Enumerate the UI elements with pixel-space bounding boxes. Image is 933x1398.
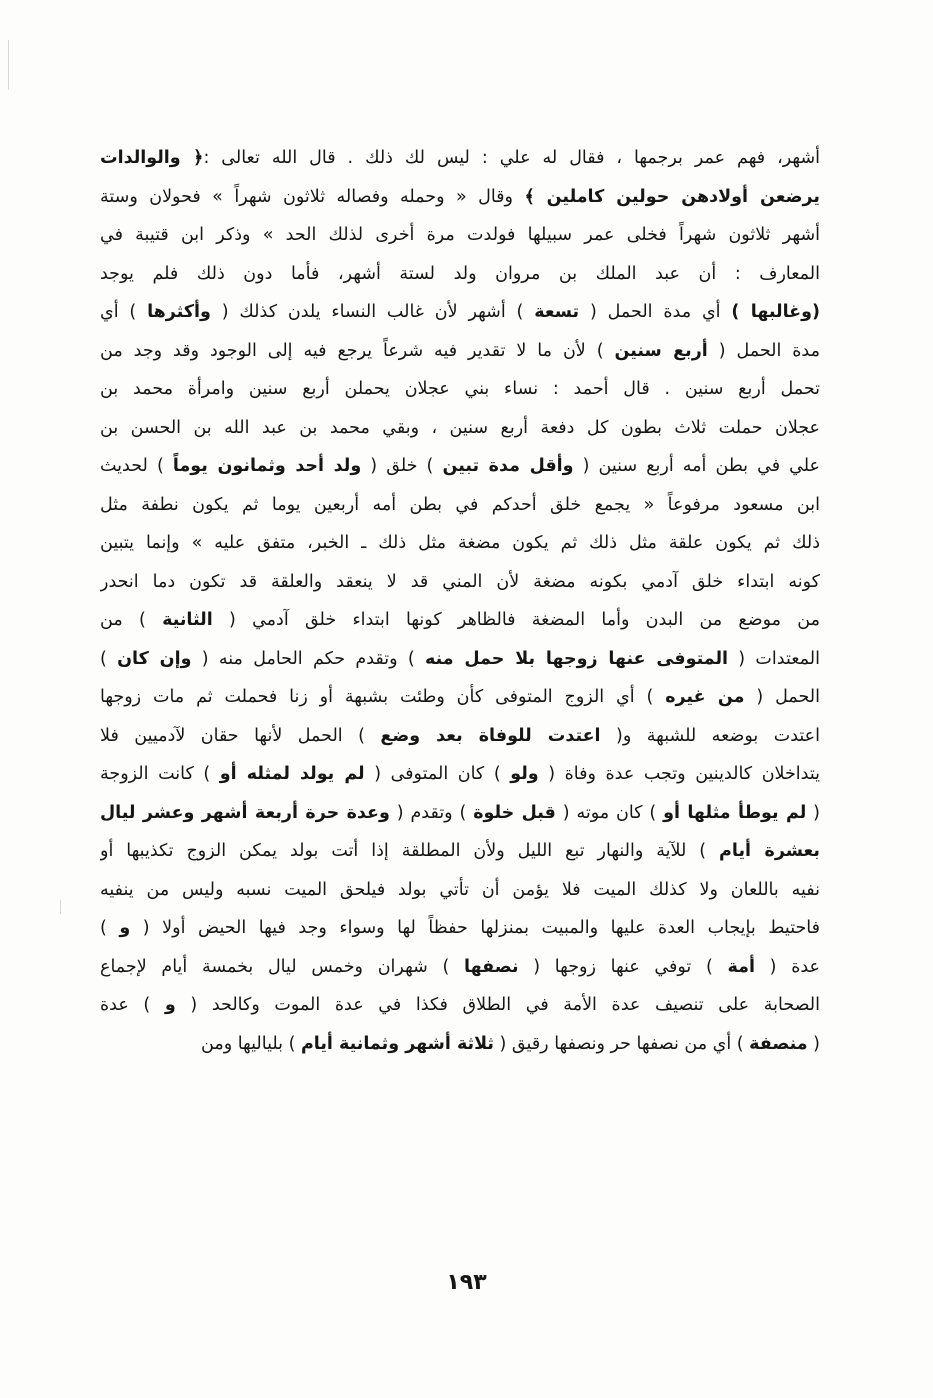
commentary-text: ( (806, 802, 820, 823)
bold-matn-text: تسعة (534, 302, 580, 322)
commentary-text: كونه ابتداء خلق آدمي بكونه مضغة لأن المني قد لا ينعقد والعلقة قد تكون دما انحدر (100, 571, 820, 592)
commentary-text: ) من (100, 610, 163, 630)
bold-matn-text: لم يولد لمثله أو (219, 764, 365, 784)
bold-matn-text: و (119, 918, 131, 938)
text-line (100, 794, 820, 833)
bold-matn-text: المتوفى عنها زوجها بلا حمل منه (424, 648, 729, 669)
bold-matn-text: وأكثرها (147, 302, 211, 322)
commentary-text: ) توفي عنها زوجها ( (518, 956, 728, 977)
commentary-text: تحمل أربع سنين . قال أحمد : نساء بني عجلان يحملن أربع سنين وامرأة محمد بن (100, 379, 820, 399)
bold-matn-text: من غيره (665, 687, 745, 707)
bold-matn-text: أمة (727, 956, 755, 977)
text-line (100, 524, 820, 563)
bold-matn-text: وأقل مدة تبين (442, 456, 574, 476)
commentary-text: أشهر ثلاثون شهراً فخلى عمر سبيلها فولدت مرة أخرى لذلك الحد » وذكر ابن قتيبة في (100, 225, 820, 245)
text-line (100, 948, 820, 987)
bold-matn-text: منصفة (749, 1033, 808, 1054)
commentary-text: مدة الحمل ( (707, 340, 820, 361)
commentary-text: وقال « وحمله وفصاله ثلاثون شهراً » فحولان وستة (100, 186, 525, 207)
commentary-text: ) أي (100, 302, 148, 322)
text-line (100, 255, 820, 294)
commentary-text: عدة ( (754, 956, 820, 977)
bold-matn-text: وإن كان (117, 648, 192, 669)
commentary-text: ) الحمل لأنها حقان لآدميين فلا (100, 725, 381, 746)
body-text (100, 139, 820, 1063)
commentary-text: من موضع من البدن وأما المضغة فالظاهر كونها ابتداء خلق آدمي ( (212, 610, 820, 630)
commentary-text: الحمل ( (744, 687, 820, 707)
commentary-text: ابن مسعود مرفوعاً « يجمع خلق أحدكم في بطن أمه أربعين يوما ثم يكون نطفة مثل (100, 494, 820, 515)
commentary-text: ) عدة (100, 995, 165, 1015)
bold-matn-text: الثانية (162, 610, 213, 630)
bold-matn-text: ﴿ والوالدات (100, 148, 204, 168)
text-line (100, 409, 820, 448)
commentary-text: أشهر، فهم عمر برجمها ، فقال له علي : ليس لك ذلك . قال الله تعالى : (203, 148, 820, 168)
text-line (100, 563, 820, 602)
commentary-text: ) أي الزوج المتوفى كأن وطئت بشبهة أو زنا فحملت ثم مات زوجها (100, 687, 666, 707)
page-number: ١٩٣ (446, 1270, 487, 1295)
commentary-text: ) خلق ( (361, 456, 443, 476)
text-line (100, 640, 820, 679)
commentary-text: ) لأن ما لا تقدير فيه شرعاً يرجع فيه إلى الوجود وقد وجد من (100, 340, 615, 361)
bold-matn-text: يرضعن أولادهن حولين كاملين ﴾ (524, 186, 820, 207)
text-line (100, 986, 820, 1025)
commentary-text: ) بلياليها ومن (201, 1033, 301, 1054)
commentary-text: ) (100, 648, 118, 669)
text-line (100, 178, 820, 217)
text-line (100, 909, 820, 948)
commentary-text: ) لحديث (100, 456, 173, 476)
text-line (100, 486, 820, 525)
bold-matn-text: (وغالبها ) (731, 302, 820, 322)
text-line (100, 139, 820, 178)
commentary-text: ) كانت الزوجة (100, 764, 220, 784)
bold-matn-text: اعتدت للوفاة بعد وضع (380, 725, 601, 746)
commentary-text: ) وتقدم ( (389, 802, 474, 823)
bold-matn-text: لم يوطأ مثلها أو (663, 802, 807, 823)
text-line (100, 447, 820, 486)
bold-matn-text: أربع سنين (614, 340, 708, 361)
commentary-text: ( (807, 1033, 820, 1054)
commentary-text: عجلان حملت ثلاث بطون كل دفعة أربع سنين ، وبقي محمد بن عبد الله بن الحسن بن (100, 417, 820, 438)
bold-matn-text: نصفها (464, 956, 519, 977)
commentary-text: ) كان المتوفى ( (364, 764, 511, 784)
bold-matn-text: ثلاثة أشهر وثمانية أيام (300, 1033, 494, 1054)
commentary-text: ذلك ثم يكون علقة مثل ذلك ثم يكون مضغة مثل ذلك ـ الخبر، متفق عليه » وإنما يتبين (100, 533, 820, 553)
commentary-text: ) (100, 918, 120, 938)
text-line (100, 755, 820, 794)
scan-edge-mark (60, 900, 61, 914)
text-line (100, 678, 820, 717)
bold-matn-text: وعدة حرة أربعة أشهر وعشر ليال (100, 802, 390, 823)
commentary-text: أي مدة الحمل ( (579, 302, 732, 322)
commentary-text: المعارف : أن عبد الملك بن مروان ولد لستة أشهر، فأما دون ذلك فلم يوجد (100, 263, 820, 284)
commentary-text: ) للآية والنهار تبع الليل ولأن المطلقة إذا أتت بولد يمكن الزوج تكذيبها أو (100, 841, 720, 861)
text-line (100, 1025, 820, 1064)
text-line (100, 370, 820, 409)
commentary-text: اعتدت بوضعه للشبهة و( (600, 725, 820, 746)
scan-edge-mark (8, 40, 9, 90)
bold-matn-text: قبل خلوة (473, 802, 556, 823)
commentary-text: ) كان موته ( (555, 802, 664, 823)
text-line (100, 601, 820, 640)
commentary-text: ) وتقدم حكم الحامل منه ( (191, 648, 425, 669)
text-line (100, 832, 820, 871)
bold-matn-text: و (164, 995, 176, 1015)
text-line (100, 717, 820, 756)
text-line (100, 332, 820, 371)
commentary-text: فاحتيط بإيجاب العدة عليها والمبيت بمنزلها حفظاً لها وسواء وجد فيها الحيض أولا ( (130, 918, 820, 938)
text-line (100, 293, 820, 332)
bold-matn-text: بعشرة أيام (719, 841, 820, 861)
commentary-text: ) أي من نصفها حر ونصفها رقيق ( (493, 1033, 750, 1054)
commentary-text: ) أشهر لأن غالب النساء يلدن كذلك ( (210, 302, 535, 322)
bold-matn-text: ولو (510, 764, 539, 784)
commentary-text: الصحابة على تنصيف عدة الأمة في الطلاق فكذا في عدة الموت وكالحد ( (175, 995, 820, 1015)
text-line (100, 216, 820, 255)
bold-matn-text: ولد أحد وثمانون يوماً (172, 456, 362, 476)
commentary-text: ) شهران وخمس ليال بخمسة أيام لإجماع (100, 956, 465, 977)
text-line (100, 871, 820, 910)
commentary-text: علي في بطن أمه أربع سنين ( (573, 456, 820, 476)
commentary-text: نفيه باللعان ولا كذلك الميت فلا يؤمن أن تأتي بولد فيلحق الميت نسبه وليس من ينفيه (100, 879, 820, 900)
commentary-text: المعتدات ( (728, 648, 820, 669)
commentary-text: يتداخلان كالدينين وتجب عدة وفاة ( (538, 764, 820, 784)
